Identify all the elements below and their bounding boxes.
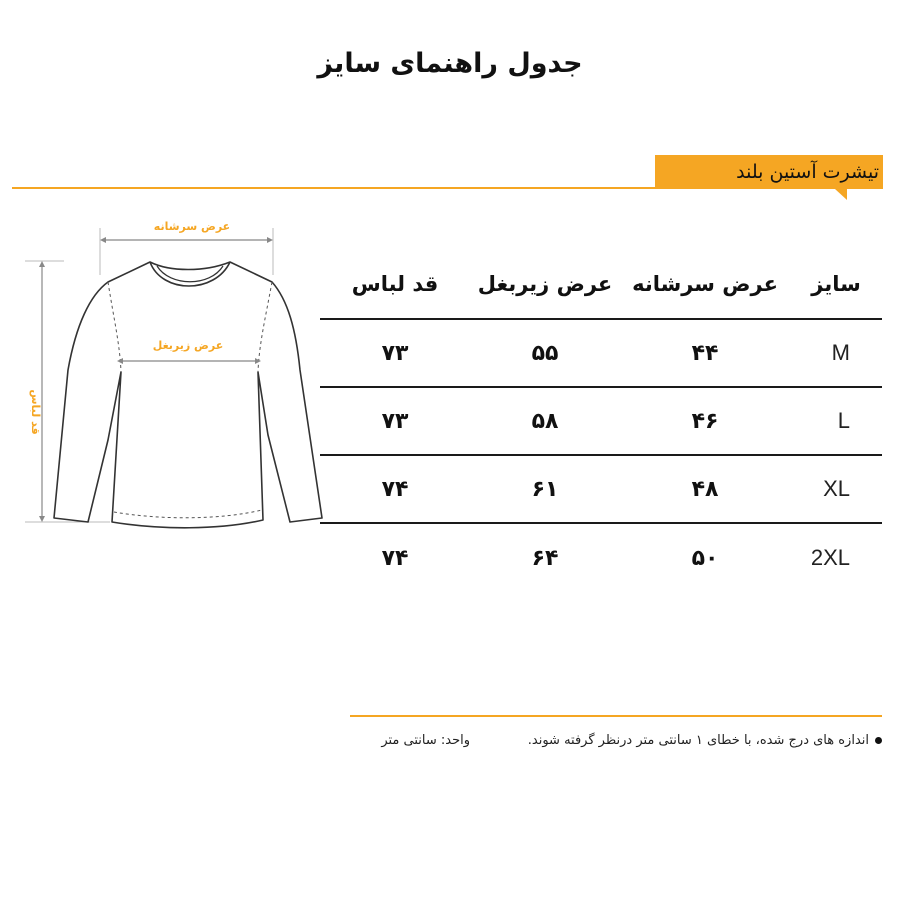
footnote-text: اندازه های درج شده، با خطای ۱ سانتی متر درنظر گرفته شوند. [527,733,869,748]
length-value: ۷۴ [381,476,409,502]
tshirt-diagram [0,200,330,550]
table-row [320,320,882,388]
size-value: XL [823,476,850,501]
length-value: ۷۳ [381,340,409,366]
tshirt-outline [54,262,322,528]
header-shoulder-width: عرض سرشانه [632,272,778,296]
footnote [470,733,882,748]
armpit-value: ۶۴ [531,545,559,571]
left-sleeve-seam [108,282,121,372]
table-row [320,388,882,456]
header-armpit-width: عرض زیربغل [477,272,613,296]
table-header-row [320,250,882,320]
length-dimension-label: قد لباس [29,389,42,435]
header-size: سایز [811,272,861,296]
armpit-value: ۵۸ [531,408,559,434]
category-underline [12,187,655,189]
length-value: ۷۴ [381,545,409,571]
hem-stitch [114,510,262,518]
size-value: L [837,408,850,433]
shoulder-value: ۴۸ [691,476,719,502]
footer-divider [350,715,882,717]
page-title: جدول راهنمای سایز [317,48,583,79]
shoulder-value: ۴۴ [691,340,719,366]
table-row [320,524,882,592]
header-garment-length: قد لباس [351,272,439,296]
size-value: 2XL [810,545,850,570]
size-value: M [831,340,850,365]
armpit-value: ۶۱ [531,476,559,502]
shoulder-value: ۵۰ [691,545,719,571]
unit-note: واحد: سانتی متر [381,733,470,748]
shoulder-value: ۴۶ [691,408,719,434]
category-tab-tail [835,189,847,200]
right-sleeve-seam [258,282,272,372]
category-label: تیشرت آستین بلند [736,161,879,183]
bullet-icon [875,737,882,744]
armpit-value: ۵۵ [531,340,559,366]
size-table [320,250,882,592]
length-value: ۷۳ [381,408,409,434]
shoulder-dimension-label: عرض سرشانه [153,220,231,233]
table-row [320,456,882,524]
armpit-dimension-label: عرض زیربغل [152,339,224,352]
